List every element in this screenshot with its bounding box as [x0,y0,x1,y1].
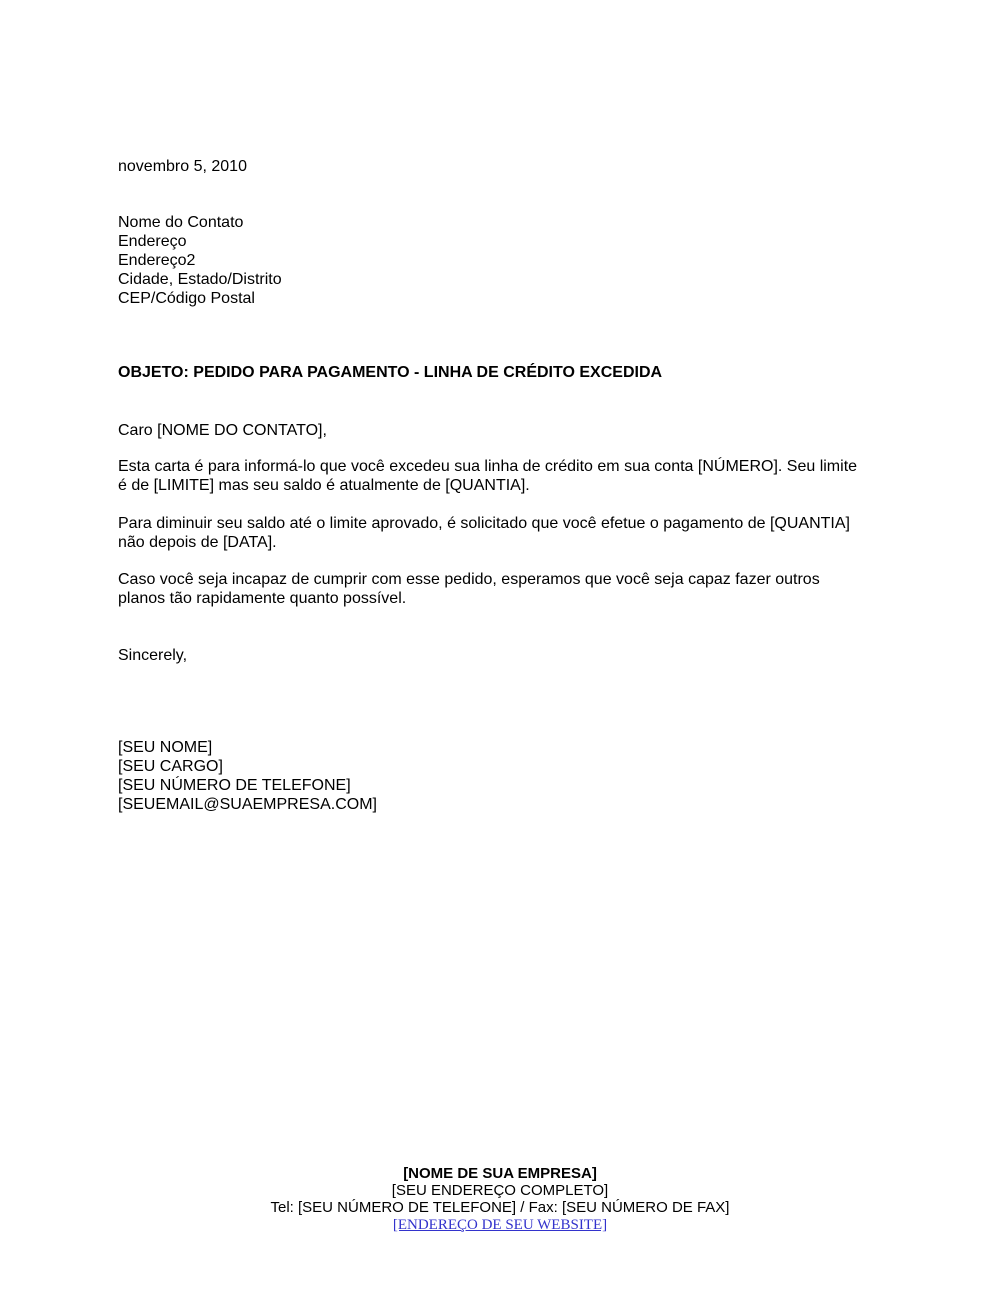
body-paragraph-3 [118,570,888,608]
paragraph-line: Caso você seja incapaz de cumprir com esse pedido, esperamos que você seja capaz fazer outros [118,571,820,588]
signature-title: [SEU CARGO] [118,758,223,775]
footer-contact: Tel: [SEU NÚMERO DE TELEFONE] / Fax: [SEU NÚMERO DE FAX] [270,1199,730,1216]
signature-name: [SEU NOME] [118,739,213,756]
recipient-city-state: Cidade, Estado/Distrito [118,271,282,288]
date-text: novembro 5, 2010 [118,158,247,175]
body-paragraph-2 [118,514,888,552]
footer-company-name: [NOME DE SUA EMPRESA] [403,1165,597,1182]
paragraph-line: Para diminuir seu saldo até o limite aprovado, é solicitado que você efetue o pagamento de [QUANTIA] [118,515,850,532]
paragraph-line: planos tão rapidamente quanto possível. [118,590,407,607]
letter-subject [118,363,888,382]
recipient-address [118,213,888,308]
body-paragraph-1 [118,457,888,495]
letter-closing [118,646,888,665]
footer-address: [SEU ENDEREÇO COMPLETO] [391,1182,609,1199]
signature-email: [SEUEMAIL@SUAEMPRESA.COM] [118,796,377,813]
closing-text: Sincerely, [118,647,188,664]
letter-date [118,157,888,176]
subject-text: OBJETO: PEDIDO PARA PAGAMENTO - LINHA DE CRÉDITO EXCEDIDA [118,364,663,381]
footer-website-link[interactable]: [ENDEREÇO DE SEU WEBSITE] [392,1217,608,1233]
recipient-address-line1: Endereço [118,233,187,250]
company-footer [100,1165,900,1234]
recipient-name: Nome do Contato [118,214,244,231]
recipient-address-line2: Endereço2 [118,252,196,269]
salutation-text: Caro [NOME DO CONTATO], [118,422,327,439]
paragraph-line: Esta carta é para informá-lo que você excedeu sua linha de crédito em sua conta [NÚMERO]. Seu limite [118,458,858,475]
letter-salutation [118,421,888,440]
paragraph-line: é de [LIMITE] mas seu saldo é atualmente de [QUANTIA]. [118,477,530,494]
signature-block [118,738,888,814]
signature-phone: [SEU NÚMERO DE TELEFONE] [118,777,351,794]
paragraph-line: não depois de [DATA]. [118,534,277,551]
recipient-postal-code: CEP/Código Postal [118,290,255,307]
